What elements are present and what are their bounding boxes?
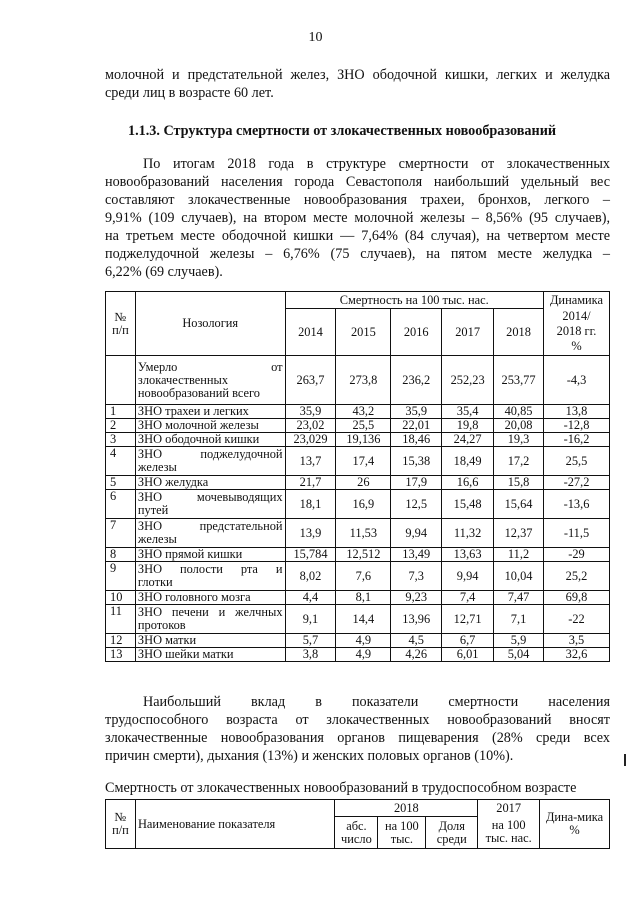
row-number: 12 bbox=[106, 634, 136, 648]
row-value: 4,26 bbox=[391, 648, 442, 662]
row-value: 252,23 bbox=[442, 356, 494, 405]
row-value: 253,77 bbox=[494, 356, 544, 405]
nosology-line: ЗНО молочной железы bbox=[137, 418, 259, 432]
row-dynamics: -11,5 bbox=[544, 519, 610, 548]
row-value: 21,7 bbox=[285, 476, 336, 490]
row-value: 16,9 bbox=[336, 490, 391, 519]
header-dynamics-line: 2014/ bbox=[562, 309, 591, 324]
nosology-line: ЗНО печени и желчных bbox=[137, 605, 283, 619]
row-nosology bbox=[135, 490, 285, 519]
header-year: 2017 bbox=[442, 309, 494, 356]
row-value: 18,1 bbox=[285, 490, 336, 519]
row-value: 17,4 bbox=[336, 447, 391, 476]
margin-mark bbox=[624, 754, 626, 766]
intro-line-1: молочной и предстательной желез, ЗНО ободочной кишки, легких и желудка bbox=[105, 67, 610, 83]
row-value: 19,8 bbox=[442, 419, 494, 433]
row-value: 14,4 bbox=[336, 605, 391, 634]
row-dynamics: 13,8 bbox=[544, 405, 610, 419]
row-value: 5,7 bbox=[285, 634, 336, 648]
header-2018: 2018 bbox=[335, 800, 478, 817]
paragraph-line: трудоспособного возраста от злокачественных новообразований вносят bbox=[105, 712, 610, 728]
row-value: 7,1 bbox=[494, 605, 544, 634]
row-value: 8,02 bbox=[285, 562, 336, 591]
row-dynamics: 32,6 bbox=[544, 648, 610, 662]
nosology-line: железы bbox=[137, 460, 177, 474]
row-dynamics: -29 bbox=[544, 548, 610, 562]
row-value: 6,01 bbox=[442, 648, 494, 662]
row-value: 236,2 bbox=[391, 356, 442, 405]
table-row bbox=[106, 447, 610, 476]
row-dynamics: -27,2 bbox=[544, 476, 610, 490]
nosology-line: ЗНО прямой кишки bbox=[137, 547, 243, 561]
nosology-line: ЗНО поджелудочной bbox=[137, 447, 283, 461]
row-value: 25,5 bbox=[336, 419, 391, 433]
row-dynamics: -12,8 bbox=[544, 419, 610, 433]
header-no: № п/п bbox=[106, 292, 136, 356]
row-value: 12,71 bbox=[442, 605, 494, 634]
header-share: Доля среди bbox=[426, 817, 478, 849]
row-nosology bbox=[135, 591, 285, 605]
paragraph-line: поджелудочной железы – 6,76% (75 случаев), на пятом месте желудка – bbox=[105, 246, 610, 262]
nosology-line: ЗНО матки bbox=[137, 633, 197, 647]
row-value: 22,01 bbox=[391, 419, 442, 433]
header-no-text: № п/п bbox=[112, 810, 129, 837]
nosology-line: ЗНО шейки матки bbox=[137, 647, 234, 661]
row-value: 9,23 bbox=[391, 591, 442, 605]
row-value: 15,48 bbox=[442, 490, 494, 519]
row-number: 11 bbox=[106, 605, 136, 634]
row-nosology bbox=[135, 519, 285, 548]
row-value: 16,6 bbox=[442, 476, 494, 490]
row-value: 11,32 bbox=[442, 519, 494, 548]
working-age-table bbox=[105, 799, 610, 849]
row-value: 6,7 bbox=[442, 634, 494, 648]
paragraph-line: 9,91% (109 случаев), на втором месте молочной железы – 8,56% (95 случаев), bbox=[105, 210, 610, 226]
row-value: 5,04 bbox=[494, 648, 544, 662]
row-number: 1 bbox=[106, 405, 136, 419]
section-heading: 1.1.3. Структура смертности от злокачественных новообразований bbox=[128, 123, 557, 139]
nosology-line: глотки bbox=[137, 575, 173, 589]
row-value: 11,53 bbox=[336, 519, 391, 548]
row-value: 15,784 bbox=[285, 548, 336, 562]
paragraph-line: Наибольший вклад в показатели смертности населения bbox=[143, 694, 610, 710]
paragraph-line: составляют злокачественные новообразования трахеи, бронхов, легкого – bbox=[105, 192, 610, 208]
row-nosology bbox=[135, 648, 285, 662]
row-value: 4,9 bbox=[336, 648, 391, 662]
row-value: 15,8 bbox=[494, 476, 544, 490]
header-dynamics: Дина-мика % bbox=[540, 800, 610, 849]
row-dynamics: -13,6 bbox=[544, 490, 610, 519]
row-number: 10 bbox=[106, 591, 136, 605]
nosology-line: ЗНО предстательной bbox=[137, 519, 283, 533]
table-row bbox=[106, 605, 610, 634]
header-year: 2018 bbox=[494, 309, 544, 356]
table-row bbox=[106, 490, 610, 519]
nosology-line: протоков bbox=[137, 618, 186, 632]
row-nosology bbox=[135, 634, 285, 648]
nosology-line: Умерло от bbox=[137, 359, 283, 374]
paragraph-line: 6,22% (69 случаев). bbox=[105, 264, 223, 280]
row-number bbox=[106, 356, 136, 405]
row-value: 19,136 bbox=[336, 433, 391, 447]
row-dynamics: -22 bbox=[544, 605, 610, 634]
row-value: 13,7 bbox=[285, 447, 336, 476]
row-nosology bbox=[135, 433, 285, 447]
row-dynamics: 25,5 bbox=[544, 447, 610, 476]
row-value: 23,029 bbox=[285, 433, 336, 447]
header-mortality-group: Смертность на 100 тыс. нас. bbox=[285, 292, 543, 309]
row-number: 2 bbox=[106, 419, 136, 433]
row-number: 9 bbox=[106, 562, 136, 591]
row-value: 7,4 bbox=[442, 591, 494, 605]
table-row bbox=[106, 476, 610, 490]
row-number: 6 bbox=[106, 490, 136, 519]
row-value: 23,02 bbox=[285, 419, 336, 433]
header-dynamics-line: % bbox=[571, 339, 582, 354]
row-dynamics: -4,3 bbox=[544, 356, 610, 405]
nosology-line: ЗНО желудка bbox=[137, 475, 209, 489]
nosology-line: злокачественных bbox=[137, 372, 229, 387]
row-value: 263,7 bbox=[285, 356, 336, 405]
header-year: 2016 bbox=[391, 309, 442, 356]
row-value: 26 bbox=[336, 476, 391, 490]
row-nosology bbox=[135, 419, 285, 433]
row-value: 9,94 bbox=[391, 519, 442, 548]
table-row bbox=[106, 562, 610, 591]
header-no bbox=[106, 800, 136, 849]
table-row bbox=[106, 519, 610, 548]
row-nosology bbox=[135, 356, 285, 405]
header-nosology: Нозология bbox=[135, 292, 285, 356]
row-nosology bbox=[135, 605, 285, 634]
row-value: 7,6 bbox=[336, 562, 391, 591]
row-value: 9,94 bbox=[442, 562, 494, 591]
row-value: 20,08 bbox=[494, 419, 544, 433]
row-value: 273,8 bbox=[336, 356, 391, 405]
header-indicator: Наименование показателя bbox=[135, 800, 335, 849]
paragraph-line: новообразований населения города Севастополя наибольший удельный вес bbox=[105, 174, 610, 190]
table-row bbox=[106, 548, 610, 562]
row-value: 5,9 bbox=[494, 634, 544, 648]
row-number: 4 bbox=[106, 447, 136, 476]
row-value: 12,37 bbox=[494, 519, 544, 548]
row-value: 13,49 bbox=[391, 548, 442, 562]
row-value: 12,5 bbox=[391, 490, 442, 519]
nosology-line: ЗНО полости рта и bbox=[137, 562, 283, 576]
table-row bbox=[106, 419, 610, 433]
row-number: 7 bbox=[106, 519, 136, 548]
header-per-100k: на 100 тыс. bbox=[378, 817, 426, 849]
row-nosology bbox=[135, 476, 285, 490]
page-number: 10 bbox=[308, 30, 323, 45]
row-number: 3 bbox=[106, 433, 136, 447]
nosology-line: железы bbox=[137, 532, 177, 546]
row-nosology bbox=[135, 405, 285, 419]
paragraph-mortality-structure bbox=[105, 155, 610, 281]
row-value: 10,04 bbox=[494, 562, 544, 591]
header-2017-per-100k: на 100 тыс. нас. bbox=[478, 817, 540, 849]
intro-paragraph bbox=[105, 66, 610, 102]
table-row bbox=[106, 405, 610, 419]
header-dynamics-line: 2018 гг. bbox=[556, 324, 597, 339]
header-dynamics-period bbox=[544, 309, 610, 356]
paragraph-working-age bbox=[105, 693, 610, 765]
header-dynamics: Динамика bbox=[544, 292, 610, 309]
row-value: 15,38 bbox=[391, 447, 442, 476]
nosology-line: ЗНО мочевыводящих bbox=[137, 490, 283, 504]
row-value: 35,9 bbox=[391, 405, 442, 419]
row-value: 18,49 bbox=[442, 447, 494, 476]
header-abs-number: абс. число bbox=[335, 817, 378, 849]
nosology-line: ЗНО ободочной кишки bbox=[137, 432, 260, 446]
row-value: 19,3 bbox=[494, 433, 544, 447]
row-value: 17,2 bbox=[494, 447, 544, 476]
paragraph-line: причин смерти), дыхания (13%) и женских половых органов (10%). bbox=[105, 748, 514, 764]
table-row bbox=[106, 634, 610, 648]
row-value: 8,1 bbox=[336, 591, 391, 605]
row-dynamics: -16,2 bbox=[544, 433, 610, 447]
paragraph-line: По итогам 2018 года в структуре смертности от злокачественных bbox=[143, 156, 610, 172]
row-nosology bbox=[135, 447, 285, 476]
nosology-line: новообразований всего bbox=[137, 385, 260, 400]
table-row bbox=[106, 591, 610, 605]
row-number: 13 bbox=[106, 648, 136, 662]
nosology-line: путей bbox=[137, 503, 169, 517]
row-value: 12,512 bbox=[336, 548, 391, 562]
row-number: 5 bbox=[106, 476, 136, 490]
mortality-table bbox=[105, 291, 610, 662]
row-value: 9,1 bbox=[285, 605, 336, 634]
row-value: 4,5 bbox=[391, 634, 442, 648]
intro-line-2: среди лиц в возрасте 60 лет. bbox=[105, 85, 274, 101]
header-2017: 2017 bbox=[478, 800, 540, 817]
nosology-line: ЗНО головного мозга bbox=[137, 590, 251, 604]
row-value: 4,9 bbox=[336, 634, 391, 648]
row-value: 35,9 bbox=[285, 405, 336, 419]
nosology-line: ЗНО трахеи и легких bbox=[137, 404, 249, 418]
row-value: 4,4 bbox=[285, 591, 336, 605]
row-value: 43,2 bbox=[336, 405, 391, 419]
row-number: 8 bbox=[106, 548, 136, 562]
table-row-total bbox=[106, 356, 610, 405]
table-row bbox=[106, 433, 610, 447]
row-value: 18,46 bbox=[391, 433, 442, 447]
table2-caption: Смертность от злокачественных новообразований в трудоспособном возрасте bbox=[105, 780, 577, 796]
row-value: 13,63 bbox=[442, 548, 494, 562]
row-dynamics: 25,2 bbox=[544, 562, 610, 591]
row-value: 40,85 bbox=[494, 405, 544, 419]
row-value: 35,4 bbox=[442, 405, 494, 419]
paragraph-line: злокачественные новообразования органов пищеварения (28% среди всех bbox=[105, 730, 610, 746]
row-dynamics: 3,5 bbox=[544, 634, 610, 648]
paragraph-line: на третьем месте ободочной кишки — 7,64% (84 случая), на четвертом месте bbox=[105, 228, 610, 244]
row-value: 3,8 bbox=[285, 648, 336, 662]
row-value: 13,9 bbox=[285, 519, 336, 548]
row-nosology bbox=[135, 562, 285, 591]
row-value: 15,64 bbox=[494, 490, 544, 519]
row-dynamics: 69,8 bbox=[544, 591, 610, 605]
row-value: 7,3 bbox=[391, 562, 442, 591]
row-value: 11,2 bbox=[494, 548, 544, 562]
header-year: 2015 bbox=[336, 309, 391, 356]
row-value: 7,47 bbox=[494, 591, 544, 605]
row-value: 24,27 bbox=[442, 433, 494, 447]
table-row bbox=[106, 648, 610, 662]
row-value: 17,9 bbox=[391, 476, 442, 490]
row-value: 13,96 bbox=[391, 605, 442, 634]
row-nosology bbox=[135, 548, 285, 562]
header-year: 2014 bbox=[285, 309, 336, 356]
